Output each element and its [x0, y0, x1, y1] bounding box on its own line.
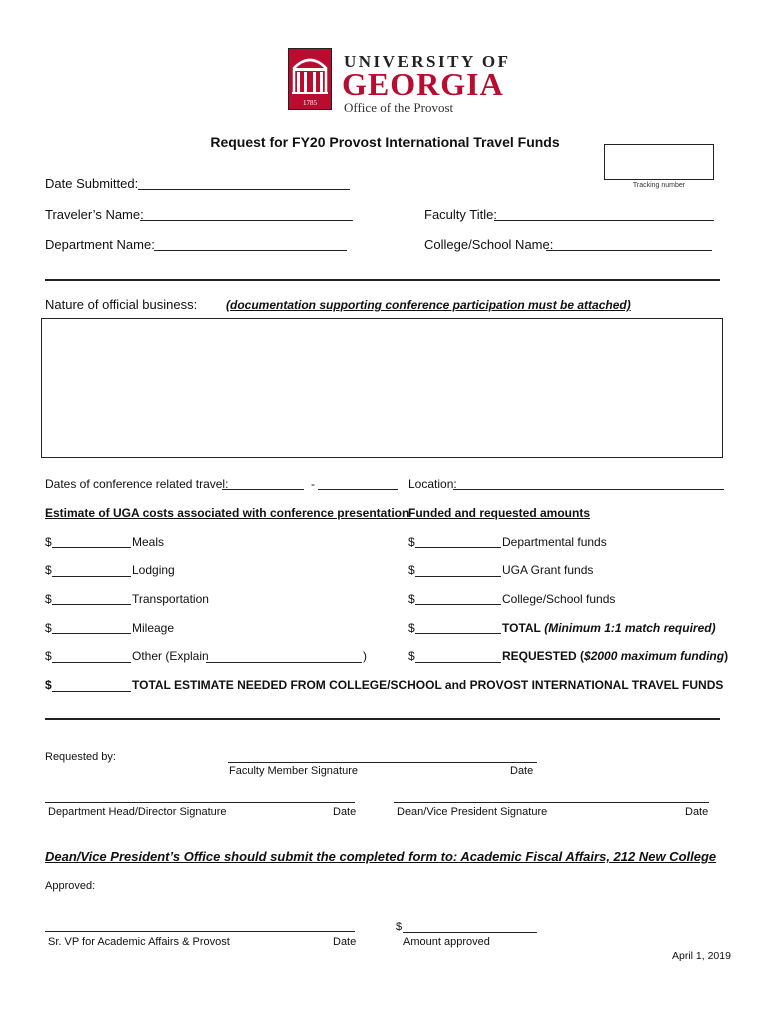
faculty-date-label: Date [510, 765, 534, 777]
section-divider [45, 279, 720, 281]
college-school-funds-label: College/School funds [502, 592, 616, 606]
sr-vp-signature-label: Sr. VP for Academic Affairs & Provost [48, 936, 230, 948]
college-school-name-field[interactable] [546, 250, 712, 251]
other-label: Other (Explain [132, 649, 209, 663]
funding-heading: Funded and requested amounts [408, 506, 591, 520]
requested-max-amount: $2000 maximum funding [584, 649, 725, 663]
lodging-label: Lodging [132, 563, 175, 577]
departmental-funds-label: Departmental funds [502, 535, 607, 549]
travelers-name-field[interactable] [140, 220, 353, 221]
logo-university-of: UNIVERSITY OF [344, 52, 511, 71]
form-title: Request for FY20 Provost International Travel Funds [210, 134, 560, 150]
dept-head-date-label: Date [333, 806, 357, 818]
dean-date-label: Date [685, 806, 709, 818]
requested-funds-field[interactable] [415, 662, 501, 663]
total-estimate-currency: $ [45, 678, 52, 692]
requested-note-close: ) [724, 649, 729, 663]
college-school-funds-field[interactable] [415, 604, 501, 605]
faculty-signature-line[interactable] [228, 762, 537, 763]
requested-by-label: Requested by: [45, 751, 116, 763]
uga-grant-funds-label: UGA Grant funds [502, 563, 594, 577]
costs-heading: Estimate of UGA costs associated with conference presentation [45, 506, 410, 520]
approved-label: Approved: [45, 880, 96, 892]
travel-end-date-field[interactable] [318, 489, 398, 490]
location-field[interactable] [453, 489, 724, 490]
amount-approved-label: Amount approved [403, 936, 490, 948]
lodging-currency: $ [45, 563, 52, 577]
requested-currency: $ [408, 649, 415, 663]
department-name-label: Department Name: [45, 237, 155, 252]
departmental-currency: $ [408, 535, 415, 549]
tracking-number-label: Tracking number [632, 182, 686, 189]
requested-funds-label [502, 649, 728, 663]
travel-start-date-field[interactable] [222, 489, 304, 490]
nature-of-business-label: Nature of official business: [45, 297, 198, 312]
other-amount-field[interactable] [52, 662, 131, 663]
transportation-label: Transportation [132, 592, 209, 606]
dept-head-signature-line[interactable] [45, 802, 355, 803]
travel-dates-dash: - [311, 477, 315, 491]
form-revision-date: April 1, 2019 [672, 950, 731, 962]
mileage-currency: $ [45, 621, 52, 635]
nature-documentation-note: (documentation supporting conference participation must be attached) [226, 298, 631, 312]
total-label: TOTAL [502, 621, 541, 635]
section-divider-2 [45, 718, 720, 720]
tracking-number-box[interactable] [604, 144, 714, 180]
departmental-funds-field[interactable] [415, 547, 501, 548]
amount-approved-field[interactable] [403, 932, 537, 933]
location-label: Location: [408, 477, 457, 491]
total-estimate-label: TOTAL ESTIMATE NEEDED FROM COLLEGE/SCHOOL and PROVOST INTERNATIONAL TRAVEL FUNDS [132, 678, 724, 692]
requested-label: REQUESTED [502, 649, 577, 663]
travelers-name-label: Traveler’s Name: [45, 207, 144, 222]
faculty-title-label: Faculty Title: [424, 207, 497, 222]
uga-arch-logo-icon [288, 48, 332, 110]
mileage-amount-field[interactable] [52, 633, 131, 634]
dept-head-signature-label: Department Head/Director Signature [48, 806, 227, 818]
other-explain-field[interactable] [206, 662, 362, 663]
date-submitted-field[interactable] [138, 189, 350, 190]
submission-instruction: Dean/Vice President’s Office should submit the completed form to: Academic Fiscal Affairs, 212 New College [45, 849, 717, 864]
seal-year-text: 1785 [303, 99, 317, 107]
sr-vp-date-label: Date [333, 936, 357, 948]
dean-signature-label: Dean/Vice President Signature [397, 806, 548, 818]
meals-amount-field[interactable] [52, 547, 131, 548]
total-match-note: (Minimum 1:1 match required) [544, 621, 716, 635]
logo-georgia: GEORGIA [342, 66, 504, 102]
faculty-title-field[interactable] [494, 220, 714, 221]
travel-dates-label: Dates of conference related travel: [45, 477, 229, 491]
total-funds-label [502, 621, 716, 635]
logo-office-of-provost: Office of the Provost [344, 100, 454, 115]
uga-grant-currency: $ [408, 563, 415, 577]
nature-of-business-textarea[interactable] [41, 318, 723, 458]
other-close-paren: ) [363, 649, 367, 663]
uga-grant-funds-field[interactable] [415, 576, 501, 577]
amount-approved-currency: $ [396, 921, 403, 933]
sr-vp-signature-line[interactable] [45, 931, 355, 932]
requested-note-open: ( [580, 649, 585, 663]
total-currency: $ [408, 621, 415, 635]
meals-currency: $ [45, 535, 52, 549]
total-funds-field[interactable] [415, 633, 501, 634]
other-currency: $ [45, 649, 52, 663]
lodging-amount-field[interactable] [52, 576, 131, 577]
transportation-currency: $ [45, 592, 52, 606]
meals-label: Meals [132, 535, 165, 549]
dean-signature-line[interactable] [394, 802, 709, 803]
transportation-amount-field[interactable] [52, 604, 131, 605]
faculty-signature-label: Faculty Member Signature [229, 765, 358, 777]
date-submitted-label: Date Submitted: [45, 176, 139, 191]
department-name-field[interactable] [154, 250, 347, 251]
mileage-label: Mileage [132, 621, 175, 635]
college-funds-currency: $ [408, 592, 415, 606]
college-school-name-label: College/School Name: [424, 237, 554, 252]
total-estimate-field[interactable] [52, 691, 131, 692]
